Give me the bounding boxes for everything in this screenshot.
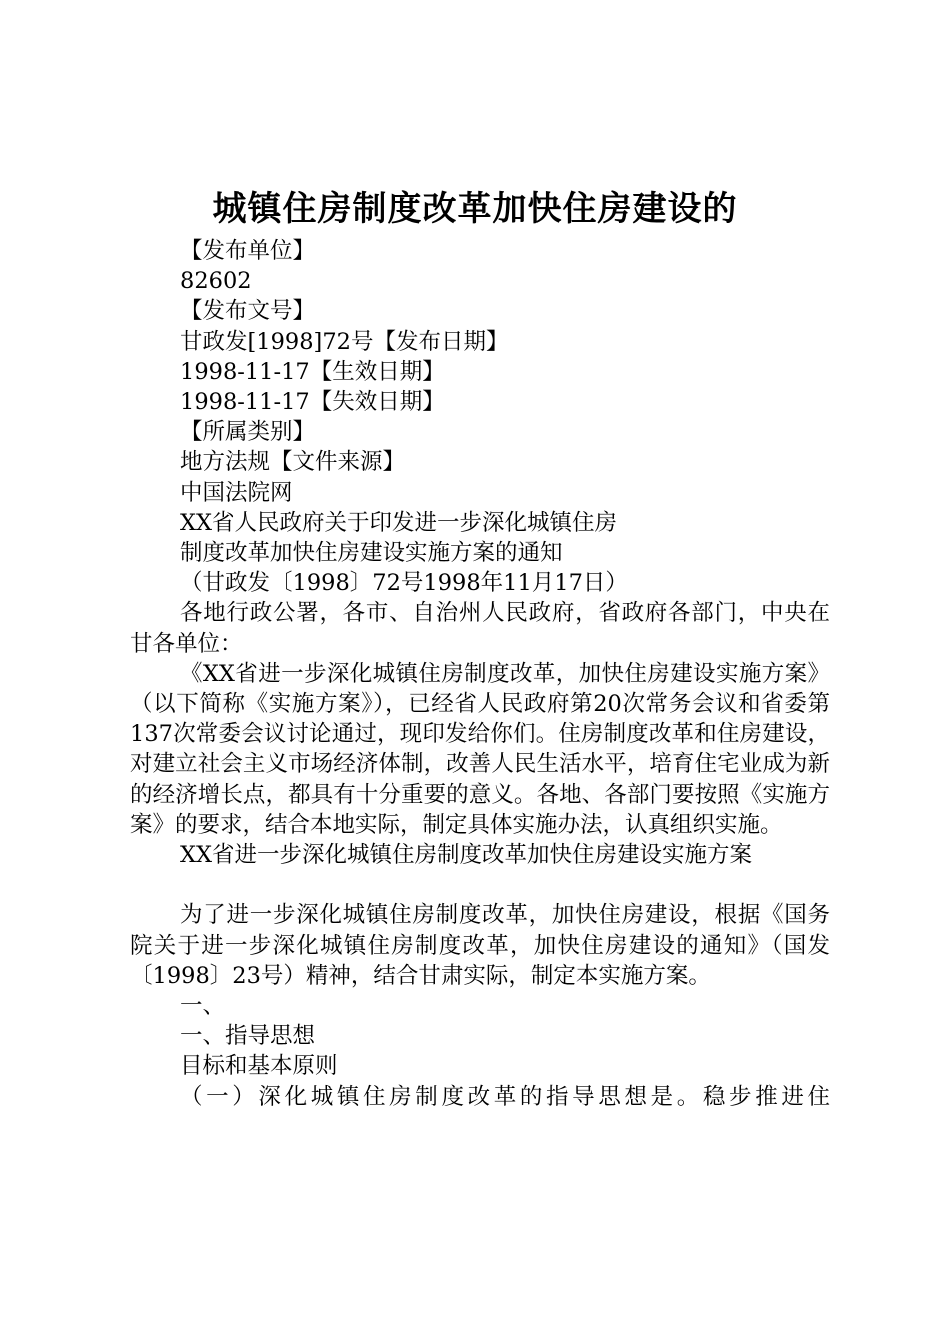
meta-publish-date: 1998-11-17【生效日期】 <box>180 358 445 385</box>
meta-category-value: 地方法规【文件来源】 <box>180 449 406 476</box>
paragraph-3: （一）深化城镇住房制度改革的指导思想是。稳步推进住 <box>180 1083 830 1110</box>
notice-number: （甘政发〔1998〕72号1998年11月17日） <box>180 570 628 597</box>
meta-doc-number-value: 甘政发[1998]72号【发布日期】 <box>180 328 509 355</box>
meta-source-value: 中国法院网 <box>180 479 293 506</box>
paragraph-2: 为了进一步深化城镇住房制度改革，加快住房建设，根据《国务院关于进一步深化城镇住房制度改革，加快住房建设的通知》（国发〔1998〕23号）精神，结合甘肃实际，制定本实施方案。 <box>130 902 830 989</box>
notice-title-line-1: XX省人民政府关于印发进一步深化城镇住房 <box>180 509 618 536</box>
section-mark: 一、 <box>180 993 226 1020</box>
section-subheading: 目标和基本原则 <box>180 1053 338 1080</box>
plan-title: XX省进一步深化城镇住房制度改革加快住房建设实施方案 <box>180 842 753 869</box>
document-body <box>130 236 830 1112</box>
salutation: 各地行政公署，各市、自治州人民政府，省政府各部门，中央在甘各单位： <box>130 600 830 657</box>
notice-title-line-2: 制度改革加快住房建设实施方案的通知 <box>180 540 563 567</box>
blank-line <box>130 870 830 900</box>
section-heading: 一、指导思想 <box>180 1023 316 1050</box>
meta-category-label: 【所属类别】 <box>180 419 316 446</box>
meta-publisher-label: 【发布单位】 <box>180 238 316 264</box>
paragraph-1: 《XX省进一步深化城镇住房制度改革，加快住房建设实施方案》（以下简称《实施方案》），已经省人民政府第20次常务会议和省委第137次常委会议讨论通过，现印发给你们。住房制度改革和住房建设，对建立社会主义市场经济体制，改善人民生活水平，培育住宅业成为新的经济增长点，都具有十分重要的意义。各地、各部门要按照《实施方案》的要求，结合本地实际，制定具体实施办法，认真组织实施。 <box>130 660 830 838</box>
meta-publisher-value: 82602 <box>180 268 252 295</box>
meta-effective-date: 1998-11-17【失效日期】 <box>180 389 445 416</box>
document-title: 城镇住房制度改革加快住房建设的 <box>212 189 738 229</box>
meta-doc-number-label: 【发布文号】 <box>180 298 316 325</box>
